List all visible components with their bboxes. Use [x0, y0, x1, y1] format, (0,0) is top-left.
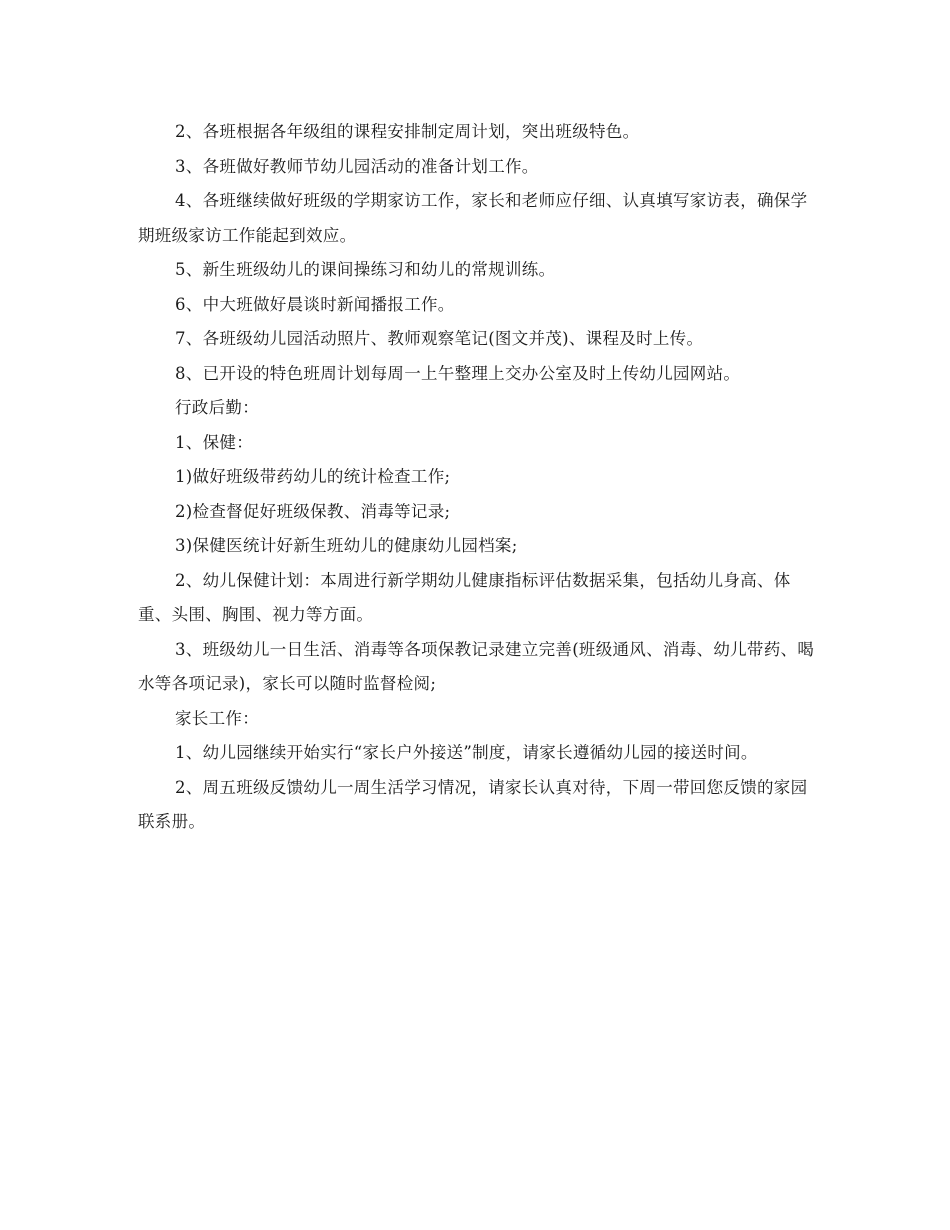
- paragraph-pickup-system: 1、幼儿园继续开始实行“家长户外接送”制度，请家长遵循幼儿园的接送时间。: [175, 743, 758, 762]
- paragraph-weekly-feedback: 2、周五班级反馈幼儿一周生活学习情况，请家长认真对待，下周一带回您反馈的家园联系册。: [138, 777, 808, 831]
- paragraph-class-weekly-plan: 2、各班根据各年级组的课程安排制定周计划，突出班级特色。: [175, 122, 640, 141]
- paragraph-news-broadcast: 6、中大班做好晨谈时新闻播报工作。: [175, 294, 455, 314]
- document-page: [138, 115, 818, 840]
- list-item-medicine-check: 1)做好班级带药幼儿的统计检查工作;: [175, 467, 451, 486]
- section-heading-parent-work: 家长工作：: [175, 708, 259, 728]
- paragraph-upload-photos: 7、各班级幼儿园活动照片、教师观察笔记(图文并茂)、课程及时上传。: [175, 329, 704, 348]
- paragraph-exercise-training: 5、新生班级幼儿的课间操练习和幼儿的常规训练。: [175, 260, 556, 279]
- paragraph-teachers-day-prep: 3、各班做好教师节幼儿园活动的准备计划工作。: [175, 156, 539, 176]
- paragraph-home-visit: 4、各班继续做好班级的学期家访工作，家长和老师应仔细、认真填写家访表，确保学期班级家访工作能起到效应。: [138, 191, 808, 245]
- list-item-health-archive: 3)保健医统计好新生班幼儿的健康幼儿园档案;: [175, 536, 518, 555]
- paragraph-daily-records: 3、班级幼儿一日生活、消毒等各项保教记录建立完善(班级通风、消毒、幼儿带药、喝水等各项记录)，家长可以随时监督检阅;: [138, 639, 815, 693]
- section-heading-admin-logistics: 行政后勤：: [175, 398, 259, 417]
- list-item-records-supervision: 2)检查督促好班级保教、消毒等记录;: [175, 501, 451, 521]
- paragraph-special-class-plan: 8、已开设的特色班周计划每周一上午整理上交办公室及时上传幼儿园网站。: [175, 363, 741, 383]
- subheading-health-care: 1、保健：: [175, 432, 253, 452]
- paragraph-health-plan: 2、幼儿保健计划：本周进行新学期幼儿健康指标评估数据采集，包括幼儿身高、体重、头围、胸围、视力等方面。: [138, 570, 791, 624]
